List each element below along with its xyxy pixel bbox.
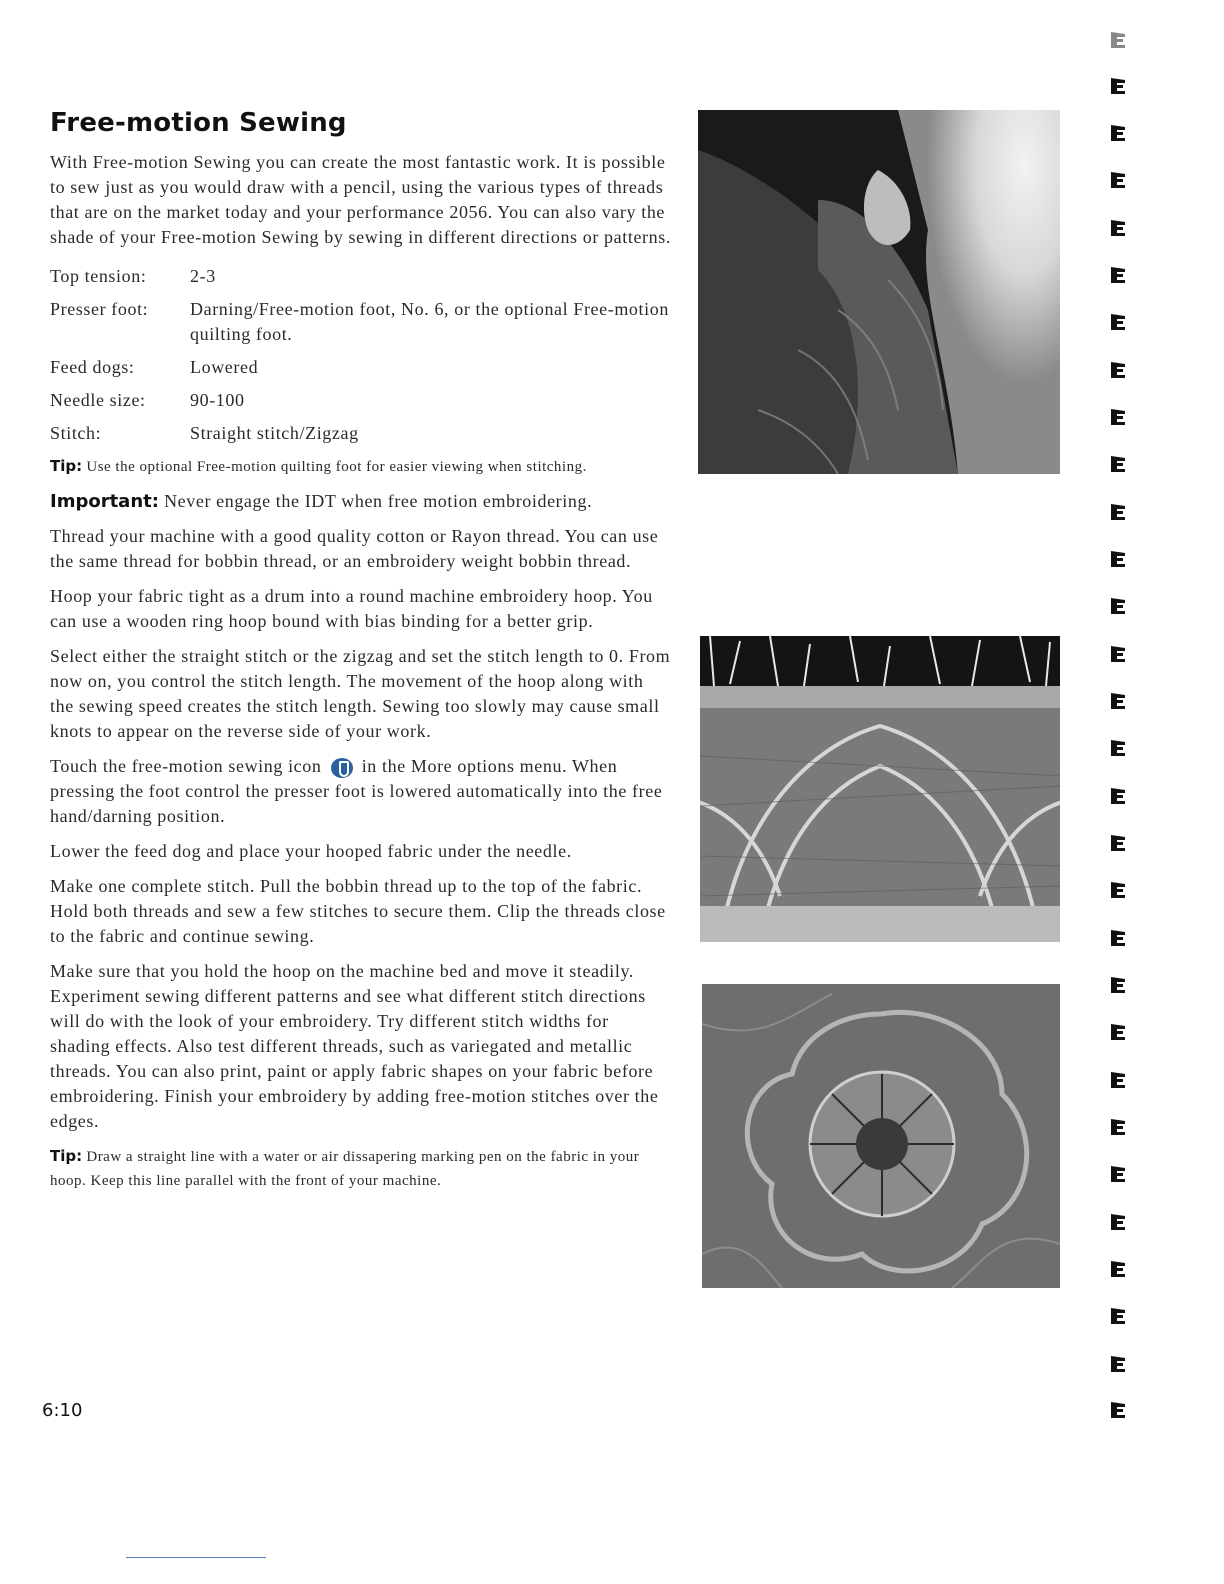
intro-paragraph: With Free-motion Sewing you can create the most fantastic work. It is possible to sew just as you would draw with a pencil, using the various types of threads that are on the market today and your performance 2056. You can also vary the shade of your Free-motion Sewing by sewing in different directions or patterns. (50, 152, 671, 247)
lower-paragraph: Lower the feed dog and place your hooped fabric under the needle. (50, 841, 572, 861)
chapter-tab-icon (1108, 786, 1128, 806)
chapter-tab-icon (1108, 549, 1128, 569)
photo-embroidered-flower (702, 984, 1060, 1288)
chapter-tab-icon (1108, 644, 1128, 664)
photo-jacket-drawing (698, 110, 1060, 474)
chapter-tab-icon (1108, 30, 1128, 50)
spec-value: 90-100 (190, 390, 245, 410)
photo-border-drawing (700, 636, 1060, 942)
chapter-tab-icon (1108, 502, 1128, 522)
tip-note (50, 454, 672, 479)
chapter-tab-icon (1108, 975, 1128, 995)
touch-paragraph (50, 754, 672, 829)
spec-label: Feed dogs: (50, 357, 135, 377)
photo-embroidered-border (700, 636, 1060, 942)
complete-stitch-paragraph: Make one complete stitch. Pull the bobbin thread up to the top of the fabric. Hold both threads and sew a few stitches to secure them. Clip the threads close to the fabric and continue sewing. (50, 876, 666, 946)
settings-list (50, 264, 672, 446)
chapter-tab-icon (1108, 1259, 1128, 1279)
important-label: Important: (50, 491, 159, 512)
spec-row (50, 388, 672, 413)
thread-paragraph: Thread your machine with a good quality cotton or Rayon thread. You can use the same thread for bobbin thread, or an embroidery weight bobbin thread. (50, 526, 659, 571)
chapter-tab-icon (1108, 880, 1128, 900)
tip-label: Tip: (50, 457, 83, 475)
chapter-tab-icon (1108, 833, 1128, 853)
chapter-tab-icon (1108, 1354, 1128, 1374)
chapter-tab-icon (1108, 170, 1128, 190)
touch-text-before: Touch the free-motion sewing icon (50, 756, 322, 776)
chapter-tab-icon (1108, 123, 1128, 143)
chapter-tab-icon (1108, 454, 1128, 474)
tip-text: Draw a straight line with a water or air dissapering marking pen on the fabric in your hoop. Keep this line parallel with the front of your machine. (50, 1149, 640, 1189)
tip-note (50, 1144, 672, 1193)
chapter-tab-icon (1108, 265, 1128, 285)
chapter-tab-icon (1108, 1400, 1128, 1420)
chapter-tab-icon (1108, 1306, 1128, 1326)
tip-text: Use the optional Free-motion quilting foot for easier viewing when stitching. (86, 459, 587, 475)
chapter-tab-icon (1108, 407, 1128, 427)
chapter-tab-icon (1108, 360, 1128, 380)
free-motion-icon (331, 758, 353, 778)
chapter-tab-icon (1108, 1070, 1128, 1090)
make-sure-paragraph: Make sure that you hold the hoop on the machine bed and move it steadily. Experiment sewing different patterns and see what different stitch directions will do with the look of your embroidery. Try different stitch widths for shading effects. Also test different threads, such as variegated and metallic threads. You can also print, paint or apply fabric shapes on your fabric before embroidering. Finish your embroidery by adding free-motion stitches over the edges. (50, 961, 659, 1131)
tip-label: Tip: (50, 1147, 83, 1165)
chapter-tab-icon (1108, 1117, 1128, 1137)
spec-value: Straight stitch/Zigzag (190, 423, 359, 443)
spec-value: Darning/Free-motion foot, No. 6, or the optional Free-motion quilting foot. (190, 299, 669, 344)
important-note (50, 489, 672, 514)
chapter-tab-icon (1108, 1022, 1128, 1042)
important-text: Never engage the IDT when free motion embroidering. (164, 491, 593, 511)
chapter-tab-icon (1108, 218, 1128, 238)
hoop-paragraph: Hoop your fabric tight as a drum into a round machine embroidery hoop. You can use a wooden ring hoop bound with bias binding for a better grip. (50, 586, 653, 631)
spec-label: Needle size: (50, 390, 146, 410)
chapter-tab-icon (1108, 596, 1128, 616)
spec-row (50, 264, 672, 289)
touch-text-after: in the More options menu. When pressing the foot control the presser foot is lowered automatically into the free hand/darning position. (50, 756, 663, 826)
spec-label: Stitch: (50, 423, 102, 443)
spec-row (50, 355, 672, 380)
stitch-paragraph: Select either the straight stitch or the zigzag and set the stitch length to 0. From now on, you control the stitch length. The movement of the hoop along with the sewing speed creates the stitch length. Sewing too slowly may cause small knots to appear on the reverse side of your work. (50, 646, 671, 741)
spec-row (50, 297, 672, 347)
spec-row (50, 421, 672, 446)
photo-flower-drawing (702, 984, 1060, 1288)
chapter-tab-icon (1108, 1164, 1128, 1184)
chapter-tab-icon (1108, 312, 1128, 332)
spec-value: 2-3 (190, 266, 216, 286)
chapter-tabs (1108, 20, 1138, 1420)
chapter-tab-icon (1108, 928, 1128, 948)
footer-rule (126, 1557, 266, 1558)
chapter-tab-icon (1108, 1212, 1128, 1232)
chapter-tab-icon (1108, 738, 1128, 758)
photo-embroidered-jacket (698, 110, 1060, 474)
spec-label: Presser foot: (50, 299, 149, 319)
body-text (50, 150, 672, 1203)
spec-label: Top tension: (50, 266, 147, 286)
spec-value: Lowered (190, 357, 259, 377)
page-title: Free-motion Sewing (50, 108, 347, 138)
chapter-tab-icon (1108, 691, 1128, 711)
page-number: 6:10 (42, 1400, 83, 1421)
chapter-tab-icon (1108, 76, 1128, 96)
